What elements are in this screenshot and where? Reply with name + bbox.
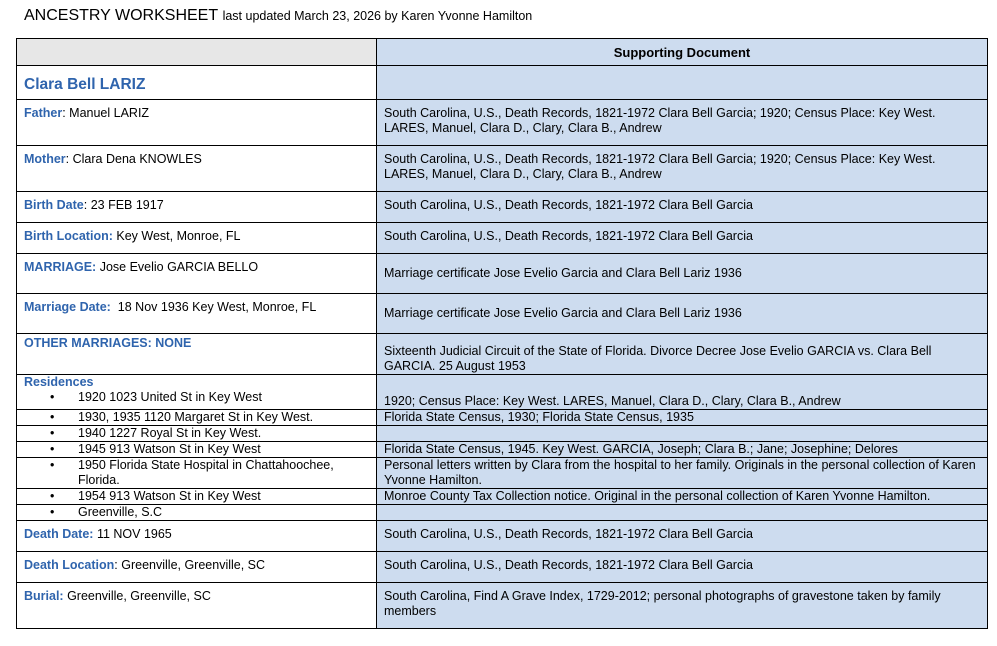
residence-doc: Personal letters written by Clara from the hospital to her family. Originals in the personal collection of Karen Yvonne Hamilton. bbox=[377, 457, 988, 488]
marriage-label: MARRIAGE: bbox=[24, 260, 97, 274]
residence-item: • 1954 913 Watson St in Key West bbox=[24, 489, 369, 504]
mother-doc: South Carolina, U.S., Death Records, 1821-1972 Clara Bell Garcia; 1920; Census Place: Key West. LARES, Manuel, Clara D., Clary, Clara B., Andrew bbox=[377, 146, 988, 192]
header-empty-cell bbox=[17, 39, 377, 66]
father-row: Father: Manuel LARIZ South Carolina, U.S., Death Records, 1821-1972 Clara Bell Garcia; 1920; Census Place: Key West. LARES, Manuel, Clara D., Clary, Clara B., Andrew bbox=[17, 100, 988, 146]
marriage-value: Jose Evelio GARCIA BELLO bbox=[96, 260, 259, 274]
residence-doc: Florida State Census, 1930; Florida State Census, 1935 bbox=[377, 409, 988, 425]
residence-row bbox=[17, 504, 988, 520]
residence-row bbox=[17, 457, 988, 488]
residence-row bbox=[17, 425, 988, 441]
residence-item: • Greenville, S.C bbox=[24, 505, 369, 520]
burial-label: Burial: bbox=[24, 588, 64, 603]
residence-item: • 1930, 1935 1120 Margaret St in Key West. bbox=[24, 410, 369, 425]
death-location-value: : Greenville, Greenville, SC bbox=[114, 557, 266, 572]
residences-label: Residences bbox=[24, 375, 94, 389]
burial-doc: South Carolina, Find A Grave Index, 1729-2012; personal photographs of gravestone taken by family members bbox=[377, 582, 988, 628]
residence-item: • 1920 1023 United St in Key West bbox=[24, 390, 369, 405]
father-value: Manuel LARIZ bbox=[65, 106, 150, 120]
birth-location-row bbox=[17, 223, 988, 254]
page-title: ANCESTRY WORKSHEET bbox=[24, 7, 219, 24]
death-location-doc: South Carolina, U.S., Death Records, 1821-1972 Clara Bell Garcia bbox=[377, 551, 988, 582]
residence-item: • 1940 1227 Royal St in Key West. bbox=[24, 426, 369, 441]
death-date-row bbox=[17, 520, 988, 551]
birth-date-label: Birth Date bbox=[24, 198, 84, 212]
residence-row bbox=[17, 441, 988, 457]
page-header bbox=[24, 7, 532, 25]
birth-location-doc: South Carolina, U.S., Death Records, 1821-1972 Clara Bell Garcia bbox=[377, 223, 988, 254]
residence-row bbox=[17, 488, 988, 504]
father-label: Father bbox=[24, 106, 63, 120]
ancestry-table bbox=[16, 38, 988, 629]
residence-row bbox=[17, 390, 988, 409]
residence-doc bbox=[377, 504, 988, 520]
other-marriages-row bbox=[17, 334, 988, 375]
burial-row bbox=[17, 582, 988, 628]
other-marriages-label: OTHER MARRIAGES: NONE bbox=[24, 336, 192, 350]
person-doc-cell bbox=[377, 66, 988, 100]
death-location-label: Death Location bbox=[24, 557, 115, 572]
supporting-document-header: Supporting Document bbox=[377, 39, 988, 66]
residence-doc: Monroe County Tax Collection notice. Original in the personal collection of Karen Yvonne Hamilton. bbox=[377, 488, 988, 504]
birth-location-label: Birth Location: bbox=[24, 229, 113, 243]
birth-location-value: Key West, Monroe, FL bbox=[112, 229, 241, 243]
father-doc: South Carolina, U.S., Death Records, 1821-1972 Clara Bell Garcia; 1920; Census Place: Key West. LARES, Manuel, Clara D., Clary, Clara B., Andrew bbox=[377, 100, 988, 146]
mother-label: Mother bbox=[24, 152, 66, 166]
marriage-row bbox=[17, 254, 988, 294]
marriage-doc: Marriage certificate Jose Evelio Garcia and Clara Bell Lariz 1936 bbox=[377, 254, 988, 294]
residence-doc: 1920; Census Place: Key West. LARES, Manuel, Clara D., Clary, Clara B., Andrew bbox=[377, 390, 988, 409]
marriage-date-value: 18 Nov 1936 Key West, Monroe, FL bbox=[110, 300, 317, 314]
mother-value: Clara Dena KNOWLES bbox=[69, 152, 202, 166]
page-subtitle: last updated March 23, 2026 by Karen Yvonne Hamilton bbox=[222, 9, 533, 23]
residence-doc: Florida State Census, 1945. Key West. GARCIA, Joseph; Clara B.; Jane; Josephine; Delores bbox=[377, 441, 988, 457]
birth-date-doc: South Carolina, U.S., Death Records, 1821-1972 Clara Bell Garcia bbox=[377, 192, 988, 223]
person-row bbox=[17, 66, 988, 100]
death-date-label: Death Date: bbox=[24, 526, 94, 541]
table-header-row bbox=[17, 39, 988, 66]
birth-date-value: 23 FEB 1917 bbox=[87, 198, 164, 212]
marriage-date-doc: Marriage certificate Jose Evelio Garcia and Clara Bell Lariz 1936 bbox=[377, 294, 988, 334]
residence-item: • 1945 913 Watson St in Key West bbox=[24, 442, 369, 457]
residence-row bbox=[17, 409, 988, 425]
other-marriages-doc: Sixteenth Judicial Circuit of the State of Florida. Divorce Decree Jose Evelio GARCIA vs. Clara Bell GARCIA. 25 August 1953 bbox=[377, 334, 988, 375]
person-name: Clara Bell LARIZ bbox=[24, 76, 146, 93]
death-location-row bbox=[17, 551, 988, 582]
marriage-date-label: Marriage Date: bbox=[24, 300, 111, 314]
death-date-doc: South Carolina, U.S., Death Records, 1821-1972 Clara Bell Garcia bbox=[377, 520, 988, 551]
birth-date-row: Birth Date: 23 FEB 1917 South Carolina, U.S., Death Records, 1821-1972 Clara Bell Garcia bbox=[17, 192, 988, 223]
residence-item: • 1950 Florida State Hospital in Chattahoochee, Florida. bbox=[24, 458, 369, 488]
death-date-value: 11 NOV 1965 bbox=[93, 526, 172, 541]
residences-header-row bbox=[17, 375, 988, 391]
residence-doc bbox=[377, 425, 988, 441]
marriage-date-row bbox=[17, 294, 988, 334]
mother-row: Mother: Clara Dena KNOWLES South Carolina, U.S., Death Records, 1821-1972 Clara Bell Garcia; 1920; Census Place: Key West. LARES, Manuel, Clara D., Clary, Clara B., Andrew bbox=[17, 146, 988, 192]
burial-value: Greenville, Greenville, SC bbox=[63, 588, 211, 603]
